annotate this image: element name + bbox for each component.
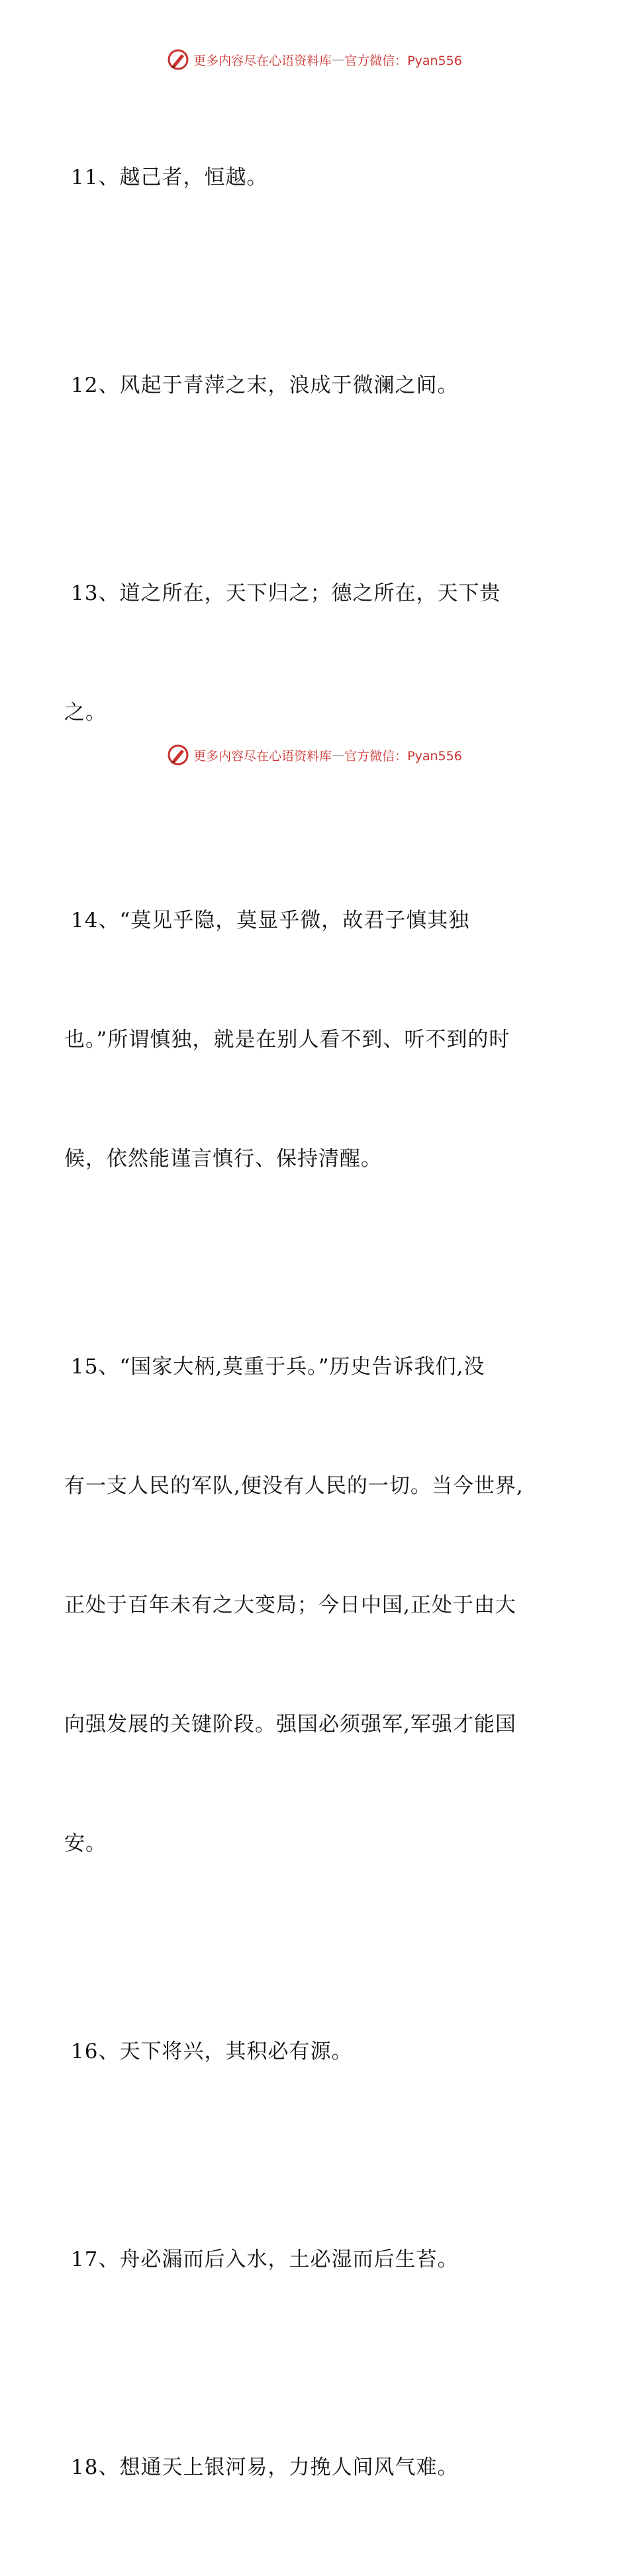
banner-text: 更多内容尽在心语资料库: [193, 53, 332, 68]
item-line: 12、风起于青萍之末，浪成于微澜之间。: [71, 373, 459, 397]
item-line: 向强发展的关键阶段。强国必须强军,军强才能国: [64, 1712, 516, 1736]
banner-wechat: 官方微信：Pyan556: [344, 53, 462, 68]
list-item: [64, 2160, 567, 2359]
list-item: [64, 286, 567, 485]
item-line: 17、舟必漏而后入水，土必湿而后生苔。: [71, 2248, 459, 2271]
list-item: [64, 2368, 567, 2567]
item-line: 也。”所谓慎独，就是在别人看不到、听不到的时: [64, 1028, 510, 1052]
item-line: 14、“莫见乎隐，莫显乎微，故君子慎其独: [71, 909, 470, 932]
banner-text: 更多内容尽在心语资料库: [193, 748, 332, 764]
list-item: [64, 821, 567, 1258]
footer-banner: [0, 742, 629, 768]
list-item: [64, 78, 567, 277]
banner-wechat: 官方微信：Pyan556: [344, 748, 462, 764]
banner-separator: —: [332, 52, 345, 67]
item-line: 候，依然能谨言慎行、保持清醒。: [64, 1147, 382, 1171]
banner-separator: —: [332, 748, 345, 762]
quote-list: [64, 78, 567, 2576]
item-line: 16、天下将兴，其积必有源。: [71, 2040, 353, 2063]
list-item: [64, 1952, 567, 2151]
item-line: 之。: [64, 701, 107, 724]
item-line: 有一支人民的军队,便没有人民的一切。当今世界,: [64, 1474, 524, 1498]
item-line: 正处于百年未有之大变局；今日中国,正处于由大: [64, 1593, 516, 1617]
pen-circle-icon: [167, 48, 189, 71]
header-banner: [0, 46, 629, 73]
item-line: 13、道之所在，天下归之；德之所在，天下贵: [71, 581, 501, 605]
pen-circle-icon: [167, 744, 189, 766]
item-line: 11、越己者，恒越。: [71, 166, 268, 189]
item-line: 18、想通天上银河易，力挽人间风气难。: [71, 2455, 459, 2479]
item-line: 15、“国家大柄,莫重于兵。”历史告诉我们,没: [71, 1355, 485, 1379]
list-item: [64, 1267, 567, 1943]
item-line: 安。: [64, 1832, 107, 1856]
